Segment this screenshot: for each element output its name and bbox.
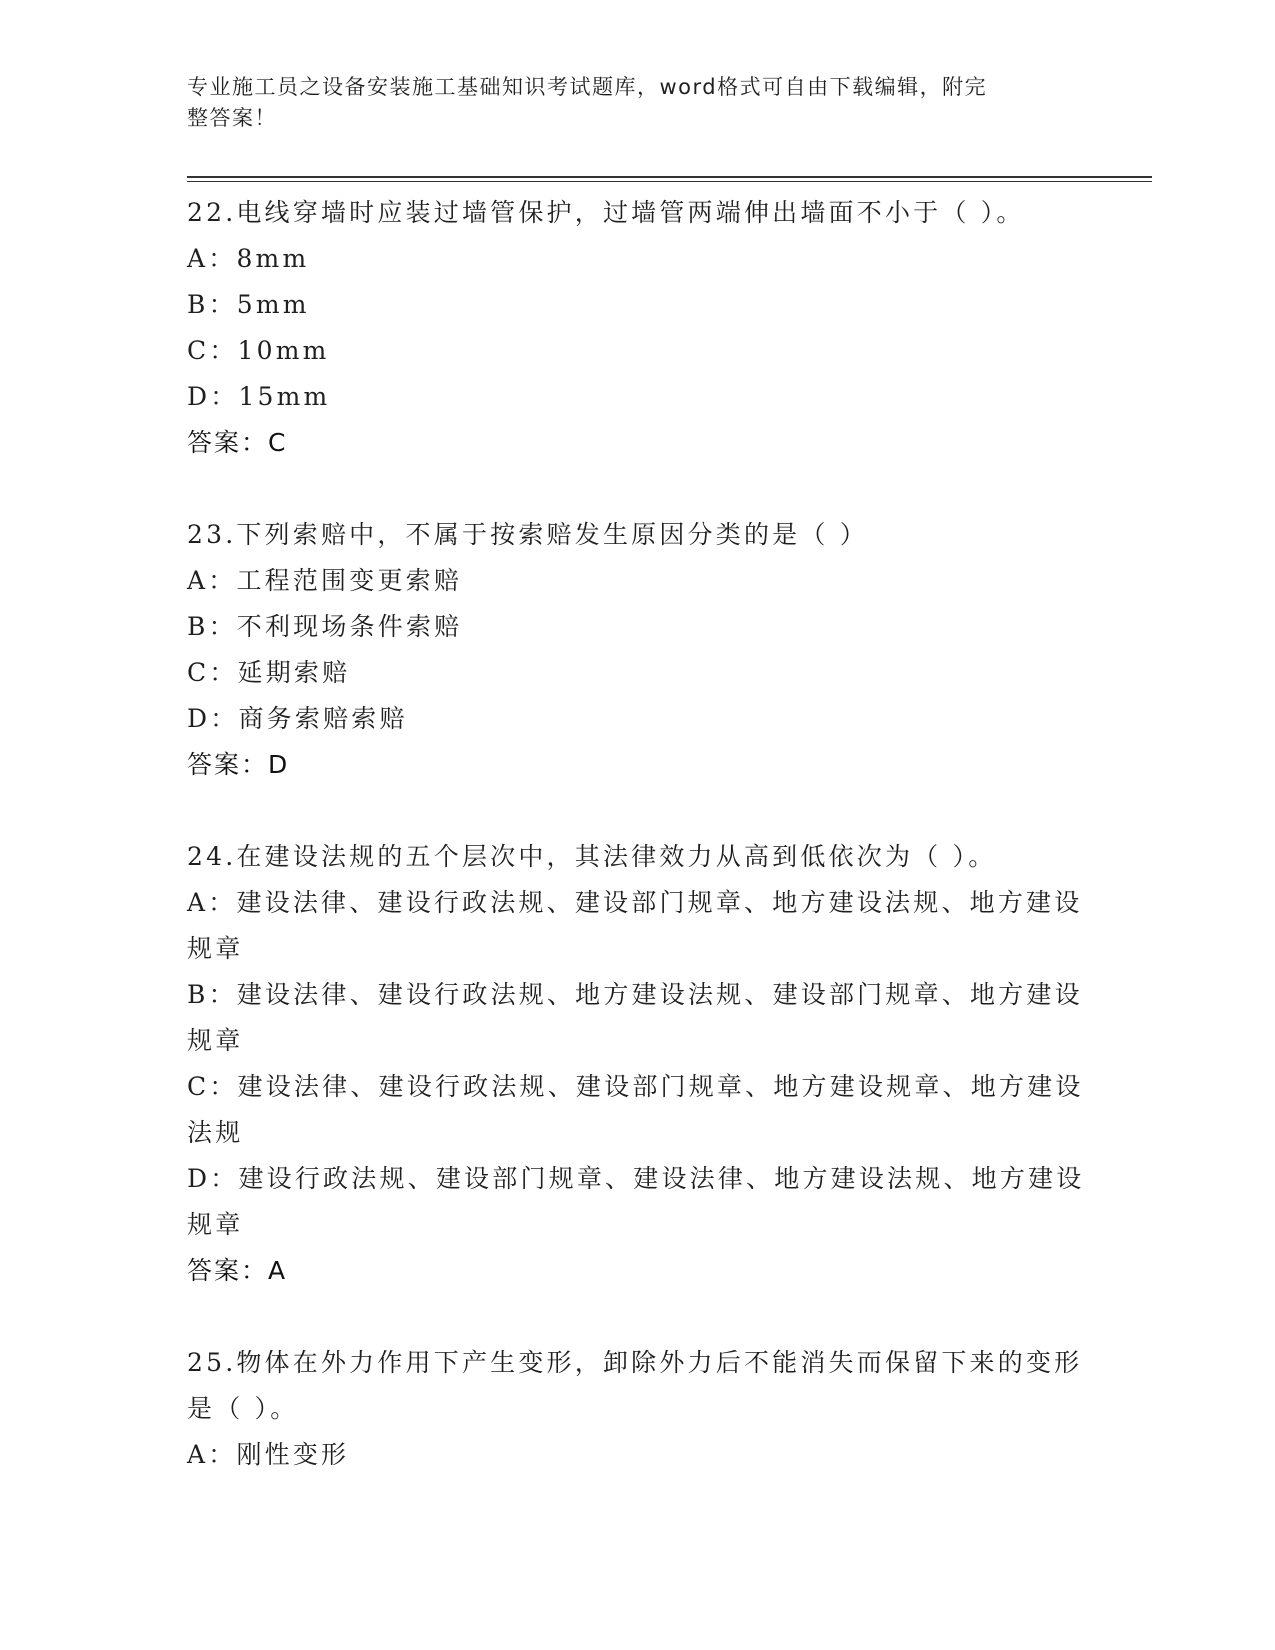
option-d: D：商务索赔索赔 xyxy=(187,704,408,733)
header-divider-top xyxy=(187,176,1152,178)
header-divider-bottom xyxy=(187,181,1152,182)
spacer xyxy=(187,788,1087,834)
question-25 xyxy=(187,1340,1087,1478)
option-c: C：建设法律、建设行政法规、建设部门规章、地方建设规章、地方建设法规 xyxy=(187,1072,1084,1147)
question-list xyxy=(187,190,1087,1478)
question-23 xyxy=(187,512,1087,788)
answer: 答案：C xyxy=(187,428,288,457)
option-a: A：工程范围变更索赔 xyxy=(187,566,463,595)
question-stem: 23.下列索赔中，不属于按索赔发生原因分类的是（ ） xyxy=(187,520,868,549)
question-24 xyxy=(187,834,1087,1294)
header-line-1: 专业施工员之设备安装施工基础知识考试题库，word格式可自由下载编辑，附完 xyxy=(187,75,988,99)
option-b: B：5mm xyxy=(187,290,310,319)
option-d: D：15mm xyxy=(187,382,331,411)
option-a: A：8mm xyxy=(187,244,310,273)
option-b: B：不利现场条件索赔 xyxy=(187,612,463,641)
answer: 答案：A xyxy=(187,1256,288,1285)
option-d: D：建设行政法规、建设部门规章、建设法律、地方建设法规、地方建设规章 xyxy=(187,1164,1085,1239)
answer: 答案：D xyxy=(187,750,290,779)
question-22 xyxy=(187,190,1087,466)
option-a: A：刚性变形 xyxy=(187,1440,350,1469)
document-header xyxy=(187,72,1067,134)
option-c: C：延期索赔 xyxy=(187,658,351,687)
spacer xyxy=(187,466,1087,512)
question-stem: 24.在建设法规的五个层次中，其法律效力从高到低依次为（ ）。 xyxy=(187,842,997,871)
spacer xyxy=(187,1294,1087,1340)
question-stem: 25.物体在外力作用下产生变形，卸除外力后不能消失而保留下来的变形是（ ）。 xyxy=(187,1348,1083,1423)
option-a: A：建设法律、建设行政法规、建设部门规章、地方建设法规、地方建设规章 xyxy=(187,888,1083,963)
option-b: B：建设法律、建设行政法规、地方建设法规、建设部门规章、地方建设规章 xyxy=(187,980,1083,1055)
question-stem: 22.电线穿墙时应装过墙管保护，过墙管两端伸出墙面不小于（ ）。 xyxy=(187,198,1025,227)
option-c: C：10mm xyxy=(187,336,330,365)
header-line-2: 整答案！ xyxy=(187,106,277,130)
